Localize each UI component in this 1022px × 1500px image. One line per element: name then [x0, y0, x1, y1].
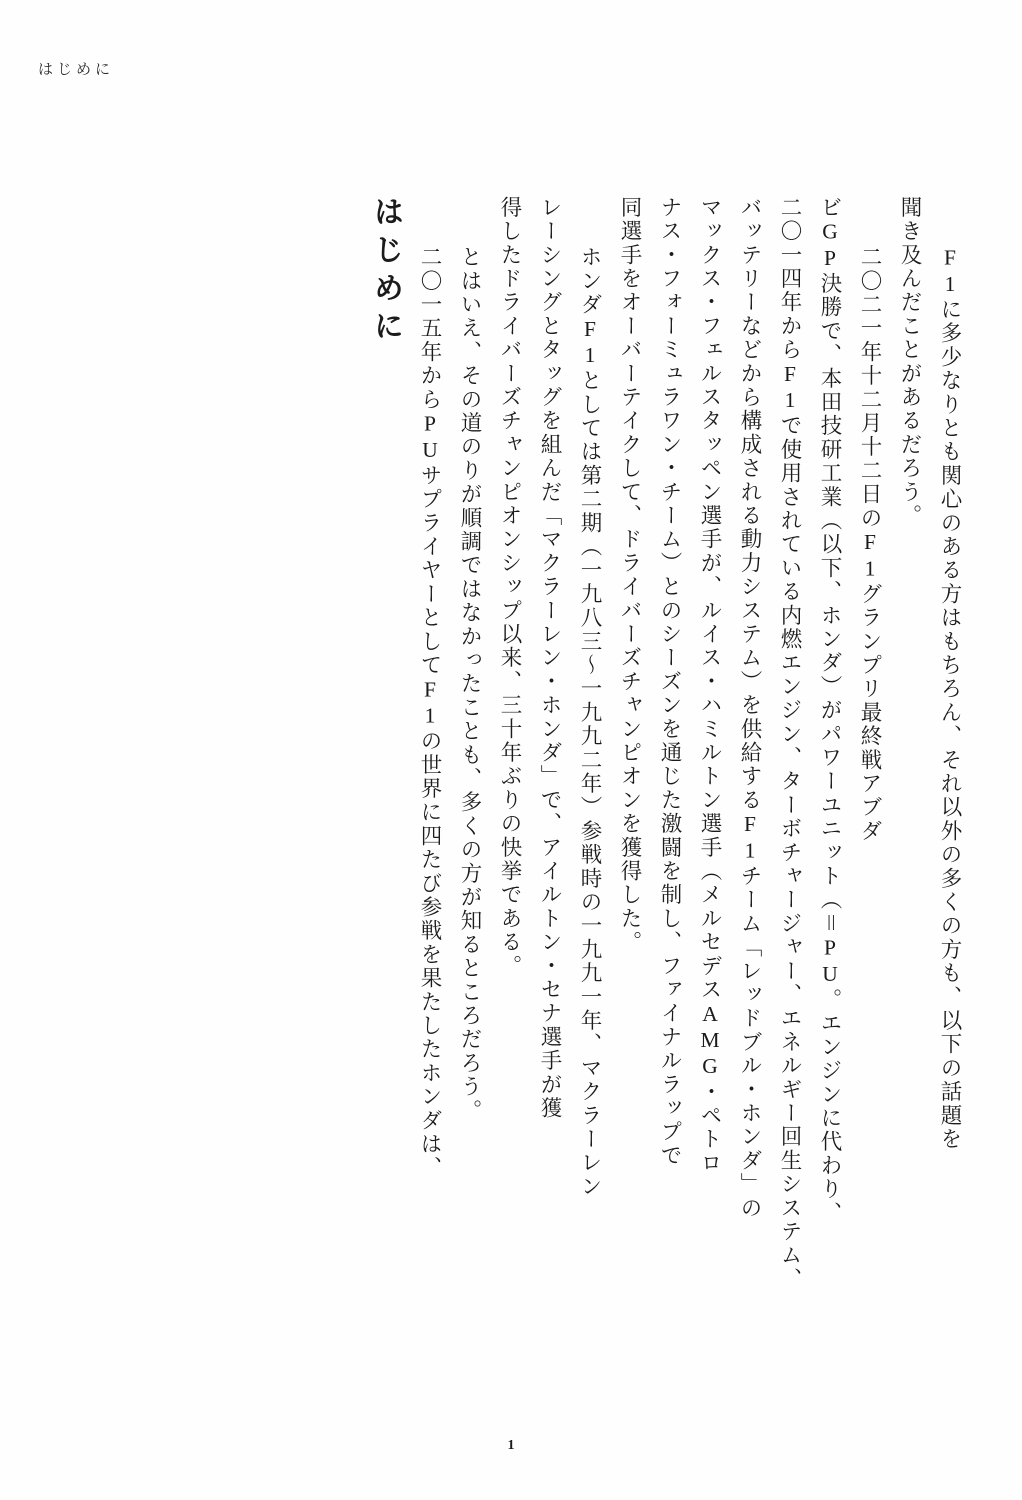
chapter-title: はじめに — [369, 196, 402, 348]
text-line: 聞き及んだことがあるだろう。 — [898, 196, 922, 528]
text-line: 二〇一五年からPUサプライヤーとしてF1の世界に四たび参戦を果たしたホンダは、 — [418, 222, 442, 1180]
text-line: マックス・フェルスタッペン選手が、ルイス・ハミルトン選手（メルセデスAMG・ペトロ — [698, 196, 722, 1176]
text-line: 得したドライバーズチャンピオンシップ以来、三十年ぶりの快挙である。 — [498, 196, 522, 979]
text-line: ナス・フォーミュラワン・チーム）とのシーズンを通じた激闘を制し、ファイナルラップで — [658, 196, 682, 1168]
text-line: ビGP決勝で、本田技研工業（以下、ホンダ）がパワーユニット（＝PU。エンジンに代わり、 — [818, 196, 842, 1226]
text-line: 二〇二一年十二月十二日のF1グランプリ最終戦アブダ — [858, 222, 882, 844]
text-line: レーシングとタッグを組んだ「マクラーレン・ホンダ」で、アイルトン・セナ選手が獲 — [538, 196, 562, 1121]
text-line: バッテリーなどから構成される動力システム）を供給するF1チーム「レッドブル・ホンダ」の — [738, 196, 762, 1221]
text-line: F1に多少なりとも関心のある方はもちろん、それ以外の多くの方も、以下の話題を — [938, 222, 962, 1152]
text-line: ホンダF1としては第二期（一九八三～一九九二年）参戦時の一九九一年、マクラーレン — [578, 222, 602, 1199]
text-line: 同選手をオーバーテイクして、ドライバーズチャンピオンを獲得した。 — [618, 196, 642, 955]
page-body — [336, 196, 960, 1316]
text-line: とはいえ、その道のりが順調ではなかったことも、多くの方が知るところだろう。 — [458, 222, 482, 1123]
running-header: はじめに — [38, 62, 115, 78]
text-columns — [400, 196, 960, 1342]
text-line: 二〇一四年からF1で使用されている内燃エンジン、ターボチャージャー、エネルギー回生システム、 — [778, 196, 802, 1292]
page-number: 1 — [507, 1438, 515, 1453]
